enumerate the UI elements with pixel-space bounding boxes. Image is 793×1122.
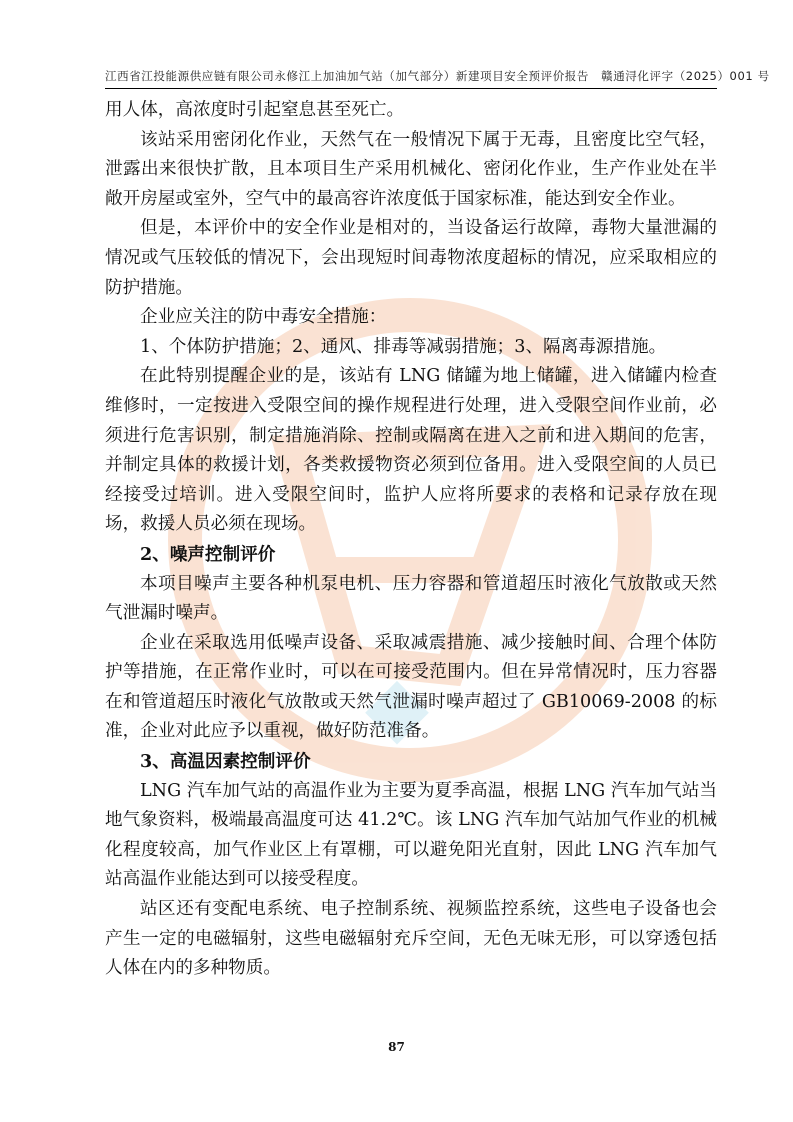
- paragraph: LNG 汽车加气站的高温作业为主要为夏季高温，根据 LNG 汽车加气站当地气象资料，极端最高温度可达 41.2℃。该 LNG 汽车加气站加气作业的机械化程度较高，加气作业区上有罩棚，可以避免阳光直射，因此 LNG 汽车加气站高温作业能达到可以接受程度。: [105, 780, 717, 890]
- paragraph: 站区还有变配电系统、电子控制系统、视频监控系统，这些电子设备也会产生一定的电磁辐射，这些电磁辐射充斥空间，无色无味无形，可以穿透包括人体在内的多种物质。: [105, 899, 717, 979]
- section-heading-noise: 2、噪声控制评价: [140, 543, 276, 565]
- document-body: [105, 96, 717, 984]
- page-number: 87: [388, 1040, 405, 1054]
- paragraph: 企业在采取选用低噪声设备、采取减震措施、减少接触时间、合理个体防护等措施，在正常作业时，可以在可接受范围内。但在异常情况时，压力容器在和管道超压时液化气放散或天然气泄漏时噪声超过了 GB10069-2008 的标准，企业对此应予以重视，做好防范准备。: [105, 632, 717, 742]
- running-header: 江西省江投能源供应链有限公司永修江上加油加气站（加气部分）新建项目安全预评价报告 赣通浔化评字（2025）001 号: [105, 69, 770, 83]
- paragraph: 该站采用密闭化作业，天然气在一般情况下属于无毒，且密度比空气轻，泄露出来很快扩散，且本项目生产采用机械化、密闭化作业，生产作业处在半敞开房屋或室外，空气中的最高容许浓度低于国家标准，能达到安全作业。: [105, 129, 717, 209]
- paragraph: 企业应关注的防中毒安全措施：: [140, 307, 387, 328]
- header-rule: [105, 88, 717, 89]
- paragraph: 本项目噪声主要各种机泵电机、压力容器和管道超压时液化气放散或天然气泄漏时噪声。: [105, 573, 717, 624]
- paragraph: 用人体，高浓度时引起窒息甚至死亡。: [105, 100, 405, 120]
- paragraph: 1、个体防护措施；2、通风、排毒等减弱措施；3、隔离毒源措施。: [140, 336, 667, 357]
- paragraph: 但是，本评价中的安全作业是相对的，当设备运行故障，毒物大量泄漏的情况或气压较低的情况下，会出现短时间毒物浓度超标的情况，应采取相应的防护措施。: [105, 218, 717, 298]
- paragraph: 在此特别提醒企业的是，该站有 LNG 储罐为地上储罐，进入储罐内检查维修时，一定按进入受限空间的操作规程进行处理，进入受限空间作业前，必须进行危害识别，制定措施消除、控制或隔离在进入之前和进入期间的危害，并制定具体的救援计划，各类救援物资必须到位备用。进入受限空间的人员已经接受过培训。进入受限空间时，监护人应将所要求的表格和记录存放在现场，救援人员必须在现场。: [105, 366, 717, 535]
- section-heading-heat: 3、高温因素控制评价: [140, 751, 311, 773]
